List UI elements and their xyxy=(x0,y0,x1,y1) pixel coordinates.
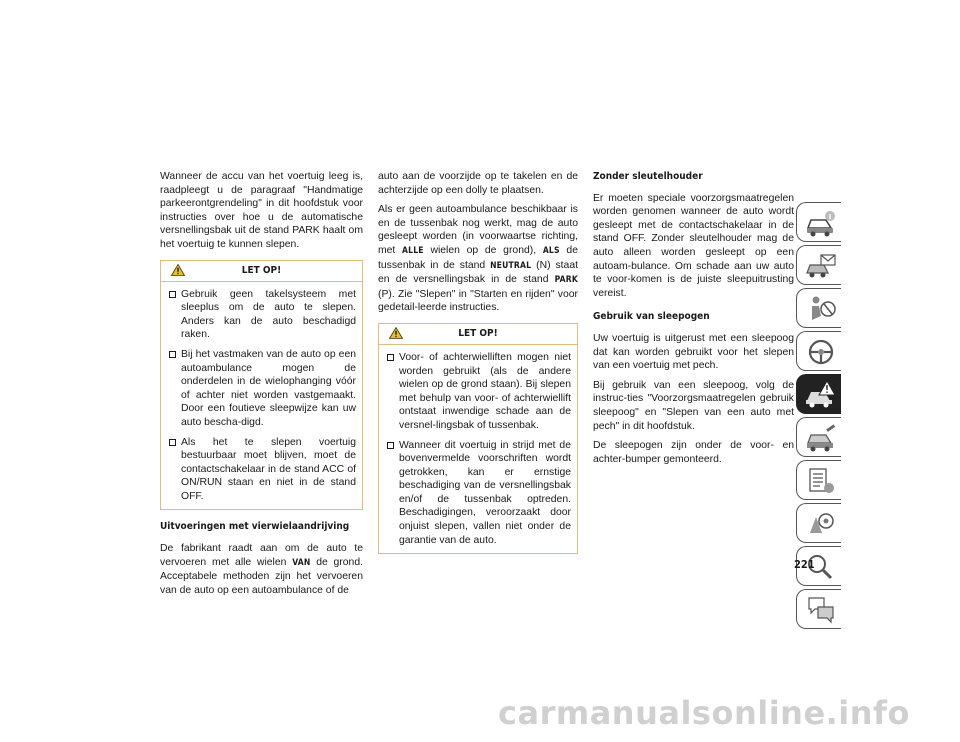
checkbox-bullet-icon xyxy=(169,291,176,298)
warning-header xyxy=(161,261,362,282)
warning-item: Als het te slepen voertuig bestuurbaar moet blijven, moet de contactschakelaar in de stand ACC of ON/RUN staan en niet in de stand OFF. xyxy=(169,436,356,504)
paragraph-no-key: Er moeten speciale voorzorgsmaatregelen worden genomen wanneer de auto wordt gesleept met de contactschakelaar in de stand OFF. Zonder sleutelhouder mag de auto alleen worden gesleept op een autoam-bulance. Om schade aan uw auto te voor-komen is de juiste sleepuitrusting vereist. xyxy=(593,192,794,299)
checkbox-bullet-icon xyxy=(387,442,394,449)
tab-car-info[interactable] xyxy=(796,202,841,242)
section-heading-tow-eyes: Gebruik van sleepogen xyxy=(593,311,710,323)
section-heading-4wd: Uitvoeringen met vierwielaandrijving xyxy=(160,521,350,533)
tab-car-message[interactable] xyxy=(796,245,841,285)
languages-icon xyxy=(804,595,838,625)
warning-box-1 xyxy=(160,260,363,511)
tab-emergency-active[interactable] xyxy=(796,374,841,414)
warning-list xyxy=(387,351,571,547)
warning-box-2 xyxy=(378,323,578,554)
warning-item: Wanneer dit voertuig in strijd met de bovenvermelde voorschriften wordt getrokken, kan er ernstige beschadiging van de versnellingsbak en/of de tussenbak optreden. Beschadigingen, veroorzaakt door onjuist slepen, vallen niet onder de garantie van de auto. xyxy=(387,439,571,548)
paragraph-tow-eye-3: De sleepogen zijn onder de voor- en achter-bumper gemonteerd. xyxy=(593,440,794,465)
tab-service[interactable] xyxy=(796,417,841,457)
checkbox-bullet-icon xyxy=(387,354,394,361)
warning-item: Gebruik geen takelsysteem met sleeplus om de auto te slepen. Anders kan de auto beschadigd raken. xyxy=(169,288,356,342)
section-heading-no-key: Zonder sleutelhouder xyxy=(593,171,703,182)
tab-safety[interactable] xyxy=(796,288,841,328)
warning-header xyxy=(379,324,577,345)
intro-paragraph: Wanneer de accu van het voertuig leeg is, raadpleegt u de paragraaf "Handmatige parkeerontgrendeling" in dit hoofdstuk voor instructies over hoe u de automatische versnellingsbak uit de stand PARK haalt om het voertuig te kunnen slepen. xyxy=(160,171,363,250)
paragraph-continuation: auto aan de voorzijde op te takelen en de achterzijde op een dolly te plaatsen. xyxy=(378,171,578,196)
tab-multimedia[interactable] xyxy=(796,503,841,543)
checkbox-bullet-icon xyxy=(169,439,176,446)
tab-driving[interactable] xyxy=(796,331,841,371)
warning-item: Bij het vastmaken van de auto op een autoambulance mogen de onderdelen in de wielophanging vóór of achter niet worden vastgemaakt. Door een foutieve sleepwijze kan uw auto bescha-digd. xyxy=(169,348,356,430)
tab-languages[interactable] xyxy=(796,589,841,629)
paragraph-tow-eye-1: Uw voertuig is uitgerust met een sleepoog dat kan worden gebruikt voor het slepen van een voertuig met pech. xyxy=(593,332,794,372)
warning-list xyxy=(169,288,356,504)
warning-title: LET OP! xyxy=(241,264,282,276)
steering-wheel-icon xyxy=(804,337,838,367)
warning-car-icon xyxy=(803,379,837,409)
column-middle xyxy=(378,170,578,564)
tab-specifications[interactable] xyxy=(796,460,841,500)
warning-item: Voor- of achterwielliften mogen niet worden gebruikt (als de andere wielen op de grond staan). Bij slepen met behulp van voor- of achterwiellift ontstaat inwendige schade aan de versnel-lingsbak of tussenbak. xyxy=(387,351,571,433)
warning-title: LET OP! xyxy=(458,327,498,339)
car-service-icon xyxy=(804,423,838,453)
airbag-safety-icon xyxy=(804,294,838,324)
watermark: carmanualsonline.info xyxy=(498,694,910,732)
paragraph-towing-conditions: Als er geen autoambulance beschikbaar is en de tussenbak nog werkt, mag de auto gesleept worden (in voorwaartse richting, met ALLE wielen op de grond), ALS de tussenbak in de stand NEUTRAL (N) staat en de versnellingsbak in de stand PARK (P). Zie "Slepen" in "Starten en rijden" voor gedetail-leerde instructies. xyxy=(378,204,578,314)
car-info-icon xyxy=(804,208,838,238)
paragraph-4wd: De fabrikant raadt aan om de auto te vervoeren met alle wielen VAN de grond. Acceptabele methoden zijn het vervoeren van de auto op een autoambulance of de xyxy=(160,543,363,596)
page-number: 221 xyxy=(794,558,815,571)
car-message-icon xyxy=(804,251,838,281)
checkbox-bullet-icon xyxy=(169,351,176,358)
multimedia-icon xyxy=(804,509,838,539)
paragraph-tow-eye-2: Bij gebruik van een sleepoog, volg de instruc-ties "Voorzorgsmaatregelen gebruik sleepoog" en "Slepen van een auto met pech" in dit hoofdstuk. xyxy=(593,379,794,432)
specifications-list-icon xyxy=(804,466,838,496)
column-left xyxy=(160,170,363,603)
column-right xyxy=(593,170,794,472)
